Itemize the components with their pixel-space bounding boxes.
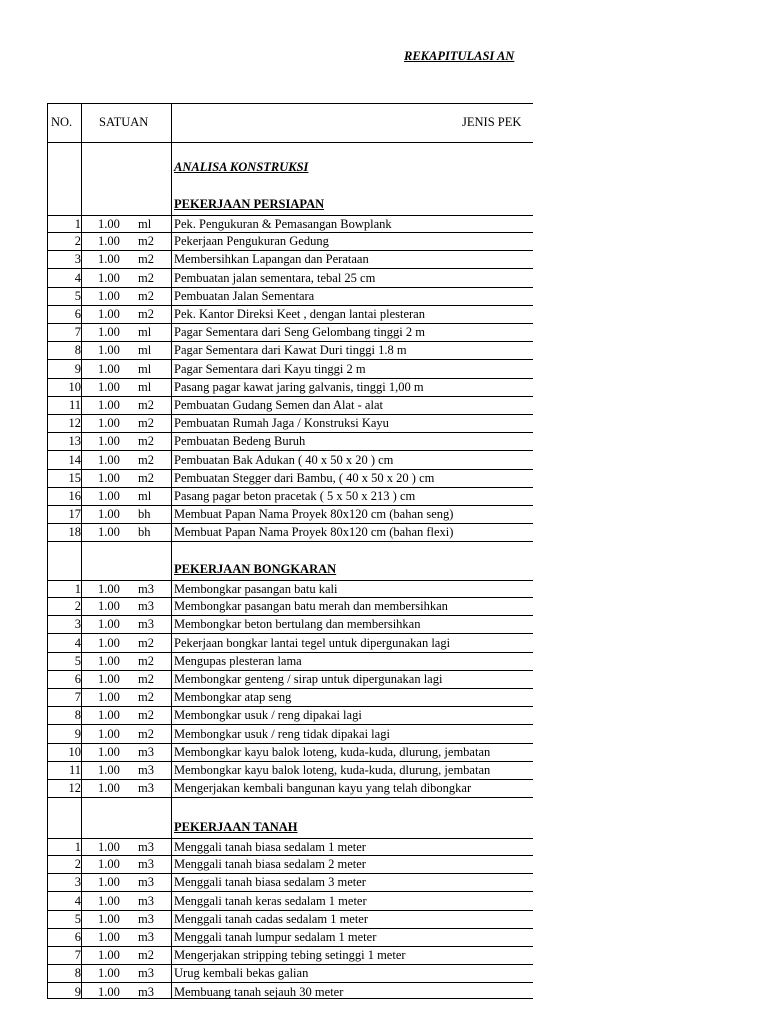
row-unit: ml bbox=[138, 217, 152, 231]
row-number: 6 bbox=[74, 930, 81, 944]
row-description: Pembuatan jalan sementara, tebal 25 cm bbox=[174, 270, 376, 285]
table-row bbox=[48, 415, 533, 433]
row-quantity: 1.00 bbox=[98, 398, 120, 412]
row-unit: m2 bbox=[138, 270, 154, 285]
table-row bbox=[48, 947, 533, 965]
table-row bbox=[48, 598, 533, 616]
row-unit: bh bbox=[138, 507, 151, 522]
row-description: Pembuatan Bak Adukan ( 40 x 50 x 20 ) cm bbox=[174, 452, 394, 467]
row-description: Membongkar usuk / reng tidak dipakai lagi bbox=[174, 726, 390, 741]
row-description: Membuang tanah sejauh 30 meter bbox=[174, 984, 344, 999]
row-description: Pasang pagar kawat jaring galvanis, tinggi 1,00 m bbox=[174, 379, 424, 394]
row-number: 14 bbox=[68, 452, 81, 467]
table-row bbox=[48, 506, 533, 524]
row-number: 7 bbox=[74, 948, 81, 963]
table-row bbox=[48, 470, 533, 488]
row-number: 9 bbox=[74, 726, 81, 741]
row-description: Menggali tanah biasa sedalam 3 meter bbox=[174, 875, 366, 890]
row-description: Pembuatan Jalan Sementara bbox=[174, 288, 315, 303]
row-unit: m3 bbox=[138, 599, 154, 614]
table-row bbox=[48, 342, 533, 360]
table-row bbox=[48, 838, 533, 856]
row-description: Membuat Papan Nama Proyek 80x120 cm (bahan seng) bbox=[174, 507, 454, 522]
row-description: Membongkar beton bertulang dan membersihkan bbox=[174, 617, 421, 632]
analysis-heading: ANALISA KONSTRUKSI bbox=[174, 160, 309, 174]
row-quantity: 1.00 bbox=[98, 252, 120, 267]
row-description: Urug kembali bekas galian bbox=[174, 966, 309, 981]
row-unit: m2 bbox=[138, 653, 154, 668]
row-unit: m2 bbox=[138, 234, 154, 249]
row-description: Membongkar pasangan batu merah dan membersihkan bbox=[174, 599, 448, 614]
row-unit: m2 bbox=[138, 948, 154, 963]
row-description: Membongkar kayu balok loteng, kuda-kuda, dlurung, jembatan bbox=[174, 763, 491, 777]
row-unit: m3 bbox=[138, 984, 154, 999]
row-description: Menggali tanah lumpur sedalam 1 meter bbox=[174, 930, 377, 944]
row-unit: m3 bbox=[138, 911, 154, 926]
table-row bbox=[48, 911, 533, 929]
row-quantity: 1.00 bbox=[98, 434, 120, 449]
row-quantity: 1.00 bbox=[98, 379, 120, 394]
row-description: Pasang pagar beton pracetak ( 5 x 50 x 213 ) cm bbox=[174, 489, 416, 503]
row-quantity: 1.00 bbox=[98, 690, 120, 705]
table-row bbox=[48, 671, 533, 689]
row-quantity: 1.00 bbox=[98, 781, 120, 796]
row-quantity: 1.00 bbox=[98, 857, 120, 872]
table-row bbox=[48, 270, 533, 288]
section-tanah-title: PEKERJAAN TANAH bbox=[174, 820, 298, 834]
row-unit: m2 bbox=[138, 635, 154, 650]
row-quantity: 1.00 bbox=[98, 617, 120, 632]
row-quantity: 1.00 bbox=[98, 948, 120, 963]
row-number: 12 bbox=[68, 781, 81, 796]
table-row bbox=[48, 929, 533, 947]
row-number: 15 bbox=[68, 470, 81, 485]
row-unit: m3 bbox=[138, 966, 154, 981]
row-unit: ml bbox=[138, 361, 152, 376]
row-number: 4 bbox=[74, 893, 81, 908]
row-description: Pagar Sementara dari Kawat Duri tinggi 1.8 m bbox=[174, 343, 407, 358]
row-quantity: 1.00 bbox=[98, 470, 120, 485]
table-row bbox=[48, 361, 533, 379]
row-unit: m2 bbox=[138, 452, 154, 467]
row-quantity: 1.00 bbox=[98, 343, 120, 358]
row-unit: m2 bbox=[138, 288, 154, 303]
table-row bbox=[48, 324, 533, 342]
row-quantity: 1.00 bbox=[98, 288, 120, 303]
row-unit: m2 bbox=[138, 252, 154, 267]
table-row bbox=[48, 707, 533, 725]
table-row bbox=[48, 856, 533, 874]
row-unit: m2 bbox=[138, 307, 154, 321]
row-number: 7 bbox=[74, 325, 81, 340]
row-number: 12 bbox=[68, 416, 81, 431]
table-row bbox=[48, 689, 533, 707]
row-number: 18 bbox=[68, 525, 81, 540]
row-number: 1 bbox=[74, 217, 81, 231]
row-quantity: 1.00 bbox=[98, 416, 120, 431]
row-number: 8 bbox=[74, 708, 81, 723]
row-quantity: 1.00 bbox=[98, 489, 120, 503]
row-quantity: 1.00 bbox=[98, 307, 120, 321]
table-row bbox=[48, 397, 533, 415]
row-unit: m2 bbox=[138, 416, 154, 431]
row-quantity: 1.00 bbox=[98, 325, 120, 340]
row-quantity: 1.00 bbox=[98, 599, 120, 614]
row-number: 3 bbox=[74, 875, 81, 890]
row-unit: m2 bbox=[138, 470, 154, 485]
row-unit: m3 bbox=[138, 763, 154, 777]
table-row bbox=[48, 524, 533, 542]
row-description: Membuat Papan Nama Proyek 80x120 cm (bahan flexi) bbox=[174, 525, 454, 540]
row-unit: m3 bbox=[138, 744, 154, 759]
row-unit: m3 bbox=[138, 893, 154, 908]
row-description: Membongkar usuk / reng dipakai lagi bbox=[174, 708, 362, 723]
section-bongkaran-title: PEKERJAAN BONGKARAN bbox=[174, 562, 337, 576]
row-description: Menggali tanah biasa sedalam 2 meter bbox=[174, 857, 366, 872]
row-description: Pembuatan Rumah Jaga / Konstruksi Kayu bbox=[174, 416, 389, 431]
row-description: Mengerjakan stripping tebing setinggi 1 meter bbox=[174, 948, 406, 963]
row-quantity: 1.00 bbox=[98, 840, 120, 854]
row-number: 4 bbox=[74, 270, 81, 285]
row-quantity: 1.00 bbox=[98, 507, 120, 522]
table-row bbox=[48, 635, 533, 653]
row-quantity: 1.00 bbox=[98, 930, 120, 944]
row-quantity: 1.00 bbox=[98, 270, 120, 285]
row-description: Membersihkan Lapangan dan Perataan bbox=[174, 252, 369, 267]
row-quantity: 1.00 bbox=[98, 525, 120, 540]
row-number: 8 bbox=[74, 343, 81, 358]
row-description: Pekerjaan Pengukuran Gedung bbox=[174, 234, 329, 249]
table-row bbox=[48, 744, 533, 762]
table-row bbox=[48, 251, 533, 269]
row-number: 10 bbox=[68, 744, 81, 759]
row-number: 3 bbox=[74, 252, 81, 267]
row-quantity: 1.00 bbox=[98, 452, 120, 467]
row-quantity: 1.00 bbox=[98, 763, 120, 777]
row-number: 4 bbox=[74, 635, 81, 650]
row-quantity: 1.00 bbox=[98, 726, 120, 741]
row-quantity: 1.00 bbox=[98, 361, 120, 376]
table-row bbox=[48, 215, 533, 233]
row-unit: m3 bbox=[138, 857, 154, 872]
row-unit: m3 bbox=[138, 582, 154, 596]
row-quantity: 1.00 bbox=[98, 966, 120, 981]
row-number: 2 bbox=[74, 857, 81, 872]
row-description: Pagar Sementara dari Seng Gelombang tinggi 2 m bbox=[174, 325, 425, 340]
row-description: Membongkar genteng / sirap untuk dipergunakan lagi bbox=[174, 672, 443, 686]
row-number: 6 bbox=[74, 307, 81, 321]
row-description: Menggali tanah biasa sedalam 1 meter bbox=[174, 840, 366, 854]
row-unit: m3 bbox=[138, 781, 154, 796]
row-unit: ml bbox=[138, 379, 152, 394]
row-unit: ml bbox=[138, 343, 152, 358]
row-quantity: 1.00 bbox=[98, 744, 120, 759]
row-unit: m3 bbox=[138, 875, 154, 890]
row-quantity: 1.00 bbox=[98, 635, 120, 650]
table-row bbox=[48, 780, 533, 798]
row-number: 1 bbox=[74, 840, 81, 854]
header-no: NO. bbox=[51, 115, 73, 129]
row-unit: m3 bbox=[138, 930, 154, 944]
table-row bbox=[48, 233, 533, 251]
table-row bbox=[48, 874, 533, 892]
row-quantity: 1.00 bbox=[98, 875, 120, 890]
row-description: Menggali tanah keras sedalam 1 meter bbox=[174, 893, 367, 908]
row-number: 2 bbox=[74, 234, 81, 249]
row-unit: m3 bbox=[138, 840, 154, 854]
row-number: 17 bbox=[68, 507, 81, 522]
row-number: 13 bbox=[68, 434, 81, 449]
row-unit: m2 bbox=[138, 398, 154, 412]
row-number: 8 bbox=[74, 966, 81, 981]
row-unit: m2 bbox=[138, 690, 154, 705]
row-unit: m2 bbox=[138, 708, 154, 723]
row-quantity: 1.00 bbox=[98, 984, 120, 999]
page-title: REKAPITULASI AN bbox=[404, 49, 515, 63]
row-unit: ml bbox=[138, 489, 152, 503]
row-number: 1 bbox=[74, 582, 81, 596]
row-description: Pekerjaan bongkar lantai tegel untuk dipergunakan lagi bbox=[174, 635, 451, 650]
row-number: 5 bbox=[74, 653, 81, 668]
row-number: 9 bbox=[74, 361, 81, 376]
row-unit: ml bbox=[138, 325, 152, 340]
table-row bbox=[48, 893, 533, 911]
table-row bbox=[48, 288, 533, 306]
row-number: 9 bbox=[74, 984, 81, 999]
section-persiapan-title: PEKERJAAN PERSIAPAN bbox=[174, 197, 325, 211]
row-description: Membongkar atap seng bbox=[174, 690, 292, 705]
row-unit: bh bbox=[138, 525, 151, 540]
row-description: Menggali tanah cadas sedalam 1 meter bbox=[174, 911, 369, 926]
table-row bbox=[48, 433, 533, 451]
row-quantity: 1.00 bbox=[98, 217, 120, 231]
row-number: 5 bbox=[74, 288, 81, 303]
header-satuan: SATUAN bbox=[99, 115, 149, 129]
row-number: 6 bbox=[74, 672, 81, 686]
table-row bbox=[48, 616, 533, 634]
row-number: 7 bbox=[74, 690, 81, 705]
row-unit: m2 bbox=[138, 726, 154, 741]
header-jenis: JENIS PEK bbox=[462, 115, 522, 129]
row-description: Pembuatan Gudang Semen dan Alat - alat bbox=[174, 398, 383, 412]
row-description: Membongkar pasangan batu kali bbox=[174, 582, 338, 596]
table-row bbox=[48, 379, 533, 397]
table-row bbox=[48, 984, 533, 999]
table-row bbox=[48, 965, 533, 983]
row-description: Pembuatan Stegger dari Bambu, ( 40 x 50 x 20 ) cm bbox=[174, 470, 435, 485]
table-row bbox=[48, 306, 533, 324]
table-row bbox=[48, 762, 533, 780]
row-number: 16 bbox=[68, 489, 81, 503]
table-row bbox=[48, 488, 533, 506]
row-description: Mengupas plesteran lama bbox=[174, 653, 302, 668]
row-description: Pek. Pengukuran & Pemasangan Bowplank bbox=[174, 217, 392, 231]
row-description: Mengerjakan kembali bangunan kayu yang telah dibongkar bbox=[174, 781, 472, 796]
row-number: 5 bbox=[74, 911, 81, 926]
row-quantity: 1.00 bbox=[98, 653, 120, 668]
row-quantity: 1.00 bbox=[98, 911, 120, 926]
table-row bbox=[48, 580, 533, 598]
row-description: Pagar Sementara dari Kayu tinggi 2 m bbox=[174, 361, 366, 376]
row-quantity: 1.00 bbox=[98, 708, 120, 723]
table-row bbox=[48, 452, 533, 470]
row-quantity: 1.00 bbox=[98, 582, 120, 596]
row-description: Pembuatan Bedeng Buruh bbox=[174, 434, 306, 449]
row-description: Pek. Kantor Direksi Keet , dengan lantai plesteran bbox=[174, 307, 425, 321]
table-row bbox=[48, 653, 533, 671]
row-quantity: 1.00 bbox=[98, 893, 120, 908]
row-number: 11 bbox=[68, 398, 81, 412]
row-unit: m2 bbox=[138, 434, 154, 449]
row-number: 11 bbox=[68, 763, 81, 777]
table-header bbox=[48, 104, 533, 143]
work-items-table bbox=[47, 103, 533, 999]
row-number: 2 bbox=[74, 599, 81, 614]
table-row bbox=[48, 726, 533, 744]
row-unit: m3 bbox=[138, 617, 154, 632]
row-quantity: 1.00 bbox=[98, 672, 120, 686]
row-quantity: 1.00 bbox=[98, 234, 120, 249]
row-number: 10 bbox=[68, 379, 81, 394]
row-description: Membongkar kayu balok loteng, kuda-kuda, dlurung, jembatan bbox=[174, 744, 491, 759]
row-number: 3 bbox=[74, 617, 81, 632]
row-unit: m2 bbox=[138, 672, 154, 686]
